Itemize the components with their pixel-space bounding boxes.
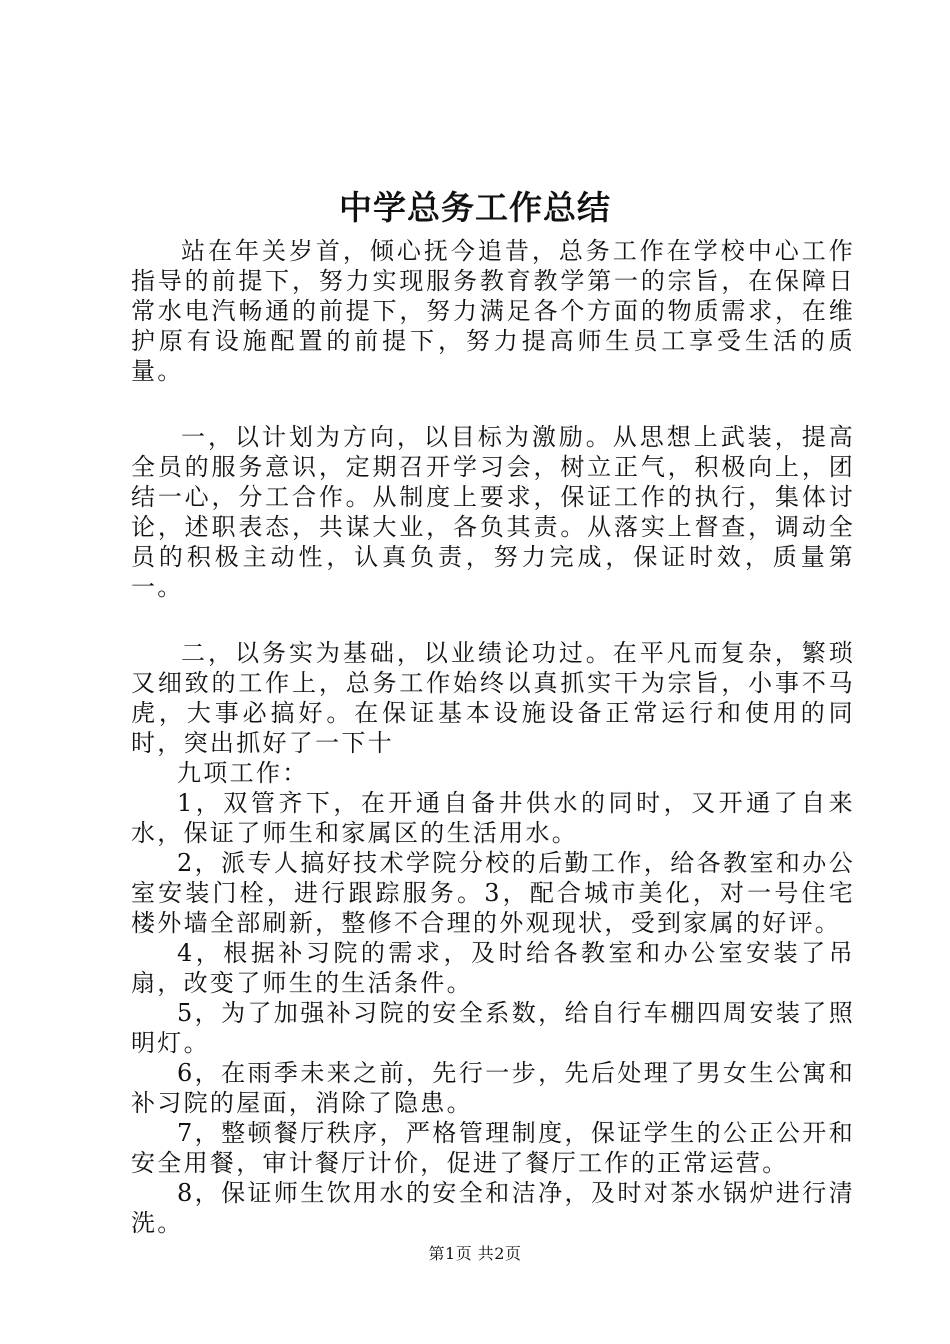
list-item-4: 4，根据补习院的需求，及时给各教室和办公室安装了吊扇，改变了师生的生活条件。 [131,939,855,997]
paragraph-gap [131,386,855,422]
paragraph-section-1: 一，以计划为方向，以目标为激励。从思想上武装，提高全员的服务意识，定期召开学习会，树立正气，积极向上，团结一心，分工合作。从制度上要求，保证工作的执行，集体讨论，述职表态，共谋大业，各负其责。从落实上督查，调动全员的积极主动性，认真负责，努力完成，保证时效，质量第一。 [131,423,855,601]
paragraph-section-2: 二，以务实为基础，以业绩论功过。在平凡而复杂，繁琐又细致的工作上，总务工作始终以真抓实干为宗旨，小事不马虎，大事必搞好。在保证基本设施设备正常运行和使用的同时，突出抓好了一下十 [131,639,855,757]
list-item-7: 7，整顿餐厅秩序，严格管理制度，保证学生的公正公开和安全用餐，审计餐厅计价，促进了餐厅工作的正常运营。 [131,1119,855,1177]
page-footer: 第1页 共2页 [428,1244,522,1263]
document-title: 中学总务工作总结 [339,188,611,227]
list-item-2-3: 2，派专人搞好技术学院分校的后勤工作，给各教室和办公室安装门栓，进行跟踪服务。3，配合城市美化，对一号住宅楼外墙全部刷新，整修不合理的外观现状，受到家属的好评。 [131,849,855,937]
document-body [131,236,855,1238]
list-item-1: 1，双管齐下，在开通自备井供水的同时，又开通了自来水，保证了师生和家属区的生活用水。 [131,789,855,847]
list-item-6: 6，在雨季未来之前，先行一步，先后处理了男女生公寓和补习院的屋面，消除了隐患。 [131,1059,855,1117]
paragraph-intro: 站在年关岁首，倾心抚今追昔，总务工作在学校中心工作指导的前提下，努力实现服务教育教学第一的宗旨，在保障日常水电汽畅通的前提下，努力满足各个方面的物质需求，在维护原有设施配置的前提下，努力提高师生员工享受生活的质量。 [131,237,855,385]
paragraph-nine-items: 九项工作： [177,759,309,787]
list-item-8: 8，保证师生饮用水的安全和洁净，及时对茶水锅炉进行清洗。 [131,1179,855,1237]
list-item-5: 5，为了加强补习院的安全系数，给自行车棚四周安装了照明灯。 [131,999,855,1057]
paragraph-gap [131,602,855,638]
